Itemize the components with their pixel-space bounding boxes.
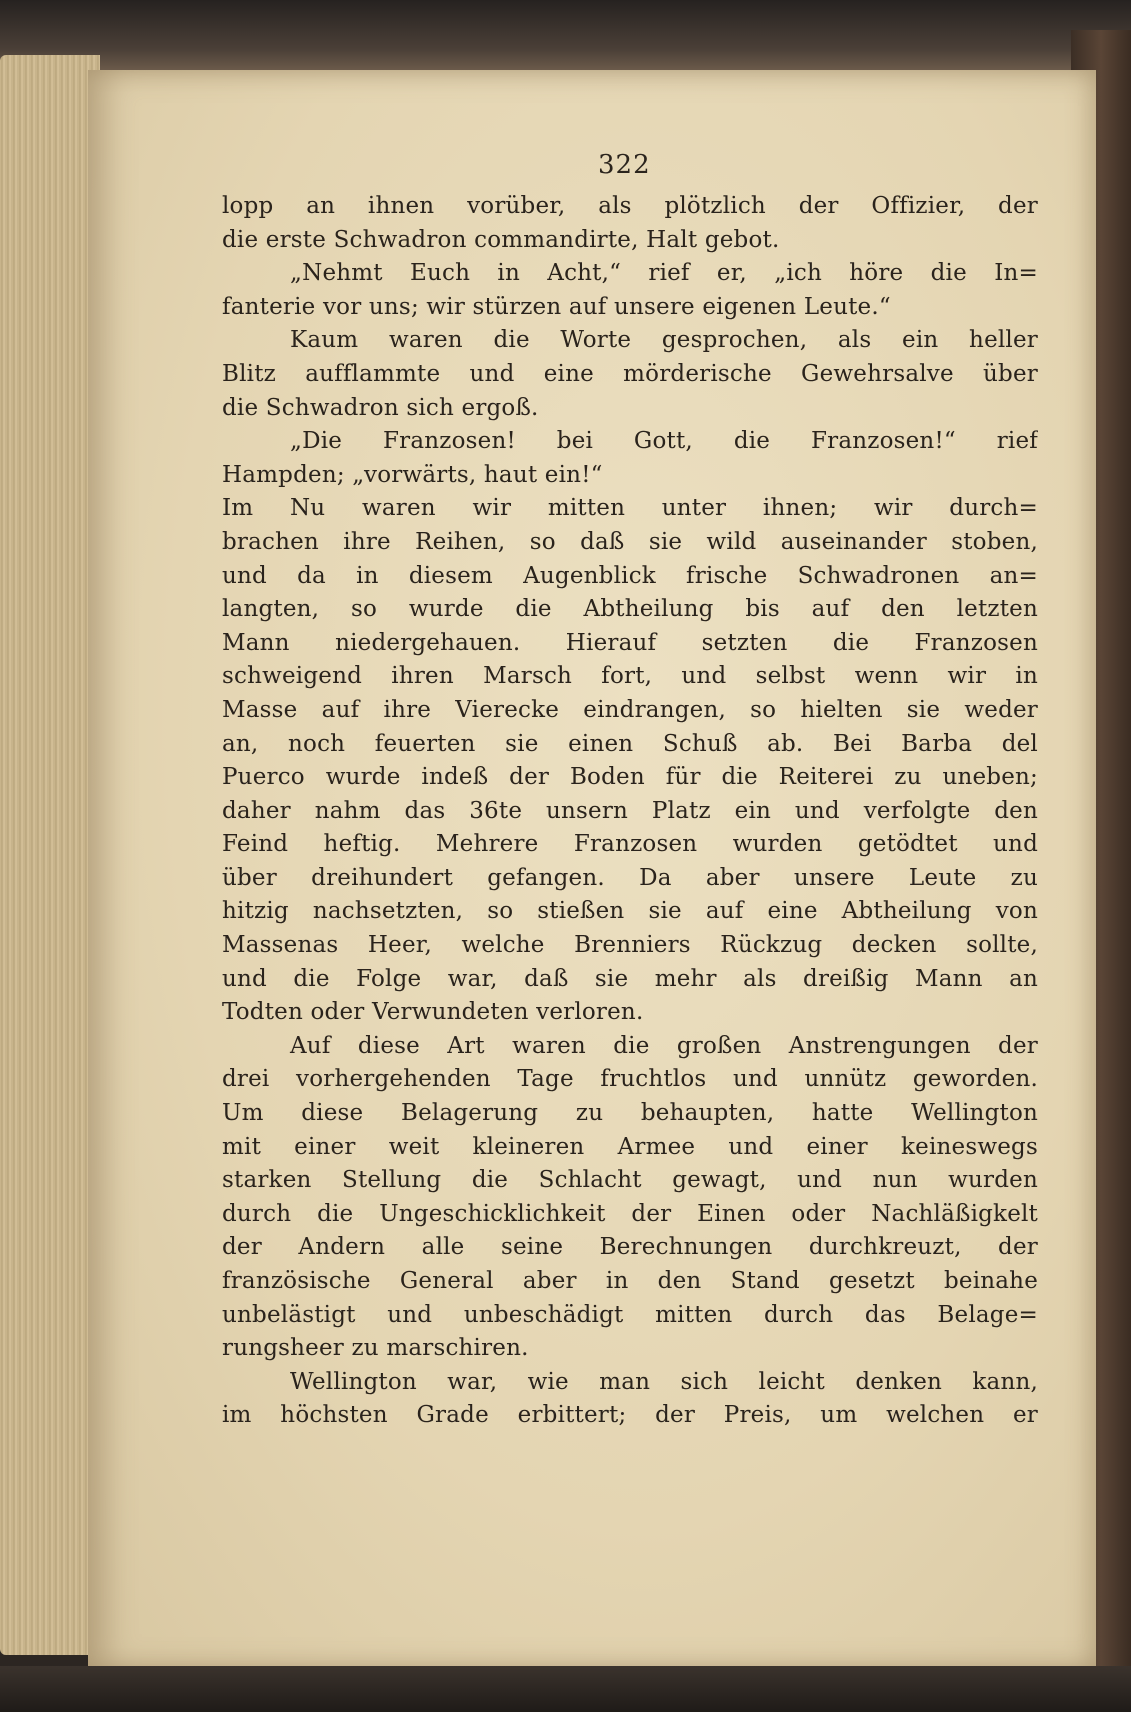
text-line: Todten oder Verwundeten verloren.	[222, 999, 644, 1026]
text-line: im höchsten Grade erbittert; der Preis, um welchen er	[222, 1402, 1038, 1429]
text-line: daher nahm das 36te unsern Platz ein und verfolgte den	[222, 797, 1038, 824]
text-line: und da in diesem Augenblick frische Schwadronen an=	[222, 562, 1038, 589]
text-line: die erste Schwadron commandirte, Halt gebot.	[222, 226, 780, 253]
text-line: Im Nu waren wir mitten unter ihnen; wir durch=	[222, 495, 1038, 522]
text-line: der Andern alle seine Berechnungen durchkreuzt, der	[222, 1234, 1038, 1261]
text-line: brachen ihre Reihen, so daß sie wild auseinander stoben,	[222, 528, 1038, 555]
text-line: Blitz aufflammte und eine mörderische Gewehrsalve über	[222, 360, 1038, 387]
page-number: 322	[598, 150, 651, 180]
text-line: Wellington war, wie man sich leicht denken kann,	[290, 1368, 1038, 1395]
text-line: Puerco wurde indeß der Boden für die Reiterei zu uneben;	[222, 764, 1038, 791]
book-cover-top-edge	[0, 0, 1131, 70]
text-line: französische General aber in den Stand gesetzt beinahe	[222, 1268, 1038, 1294]
text-line: über dreihundert gefangen. Da aber unsere Leute zu	[222, 864, 1038, 891]
text-line: unbelästigt und unbeschädigt mitten durch das Belage=	[222, 1301, 1038, 1328]
text-line: und die Folge war, daß sie mehr als dreißig Mann an	[222, 965, 1038, 992]
text-line: Feind heftig. Mehrere Franzosen wurden getödtet und	[222, 831, 1038, 858]
text-line: Auf diese Art waren die großen Anstrengungen der	[290, 1032, 1038, 1059]
text-line: mit einer weit kleineren Armee und einer keineswegs	[222, 1133, 1038, 1160]
text-line: Kaum waren die Worte gesprochen, als ein heller	[290, 327, 1038, 354]
text-line: lopp an ihnen vorüber, als plötzlich der Offizier, der	[222, 193, 1038, 219]
book-cover-bottom-edge	[0, 1666, 1131, 1712]
text-line: langten, so wurde die Abtheilung bis auf den letzten	[222, 596, 1038, 623]
text-line: Um diese Belagerung zu behaupten, hatte Wellington	[222, 1100, 1038, 1127]
text-line: „Die Franzosen! bei Gott, die Franzosen!“ rief	[290, 428, 1038, 455]
text-line: starken Stellung die Schlacht gewagt, und nun wurden	[222, 1167, 1038, 1194]
text-line: „Nehmt Euch in Acht,“ rief er, „ich höre die In=	[290, 260, 1038, 287]
text-line: Masse auf ihre Vierecke eindrangen, so hielten sie weder	[222, 696, 1038, 723]
text-line: hitzig nachsetzten, so stießen sie auf eine Abtheilung von	[222, 898, 1038, 925]
text-line: Massenas Heer, welche Brenniers Rückzug decken sollte,	[222, 932, 1038, 959]
text-line: an, noch feuerten sie einen Schuß ab. Bei Barba del	[222, 730, 1038, 757]
text-line: schweigend ihren Marsch fort, und selbst wenn wir in	[222, 663, 1038, 690]
text-line: Mann niedergehauen. Hierauf setzten die Franzosen	[222, 629, 1038, 656]
text-line: Hampden; „vorwärts, haut ein!“	[222, 461, 603, 488]
text-line: durch die Ungeschicklichkeit der Einen oder Nachläßigkelt	[222, 1200, 1038, 1227]
text-line: rungsheer zu marschiren.	[222, 1335, 529, 1362]
text-line: drei vorhergehenden Tage fruchtlos und unnütz geworden.	[222, 1066, 1038, 1093]
page-text	[222, 190, 1038, 1433]
text-line: fanterie vor uns; wir stürzen auf unsere eigenen Leute.“	[222, 293, 891, 320]
text-line: die Schwadron sich ergoß.	[222, 394, 539, 421]
page-stack-left	[0, 55, 100, 1655]
